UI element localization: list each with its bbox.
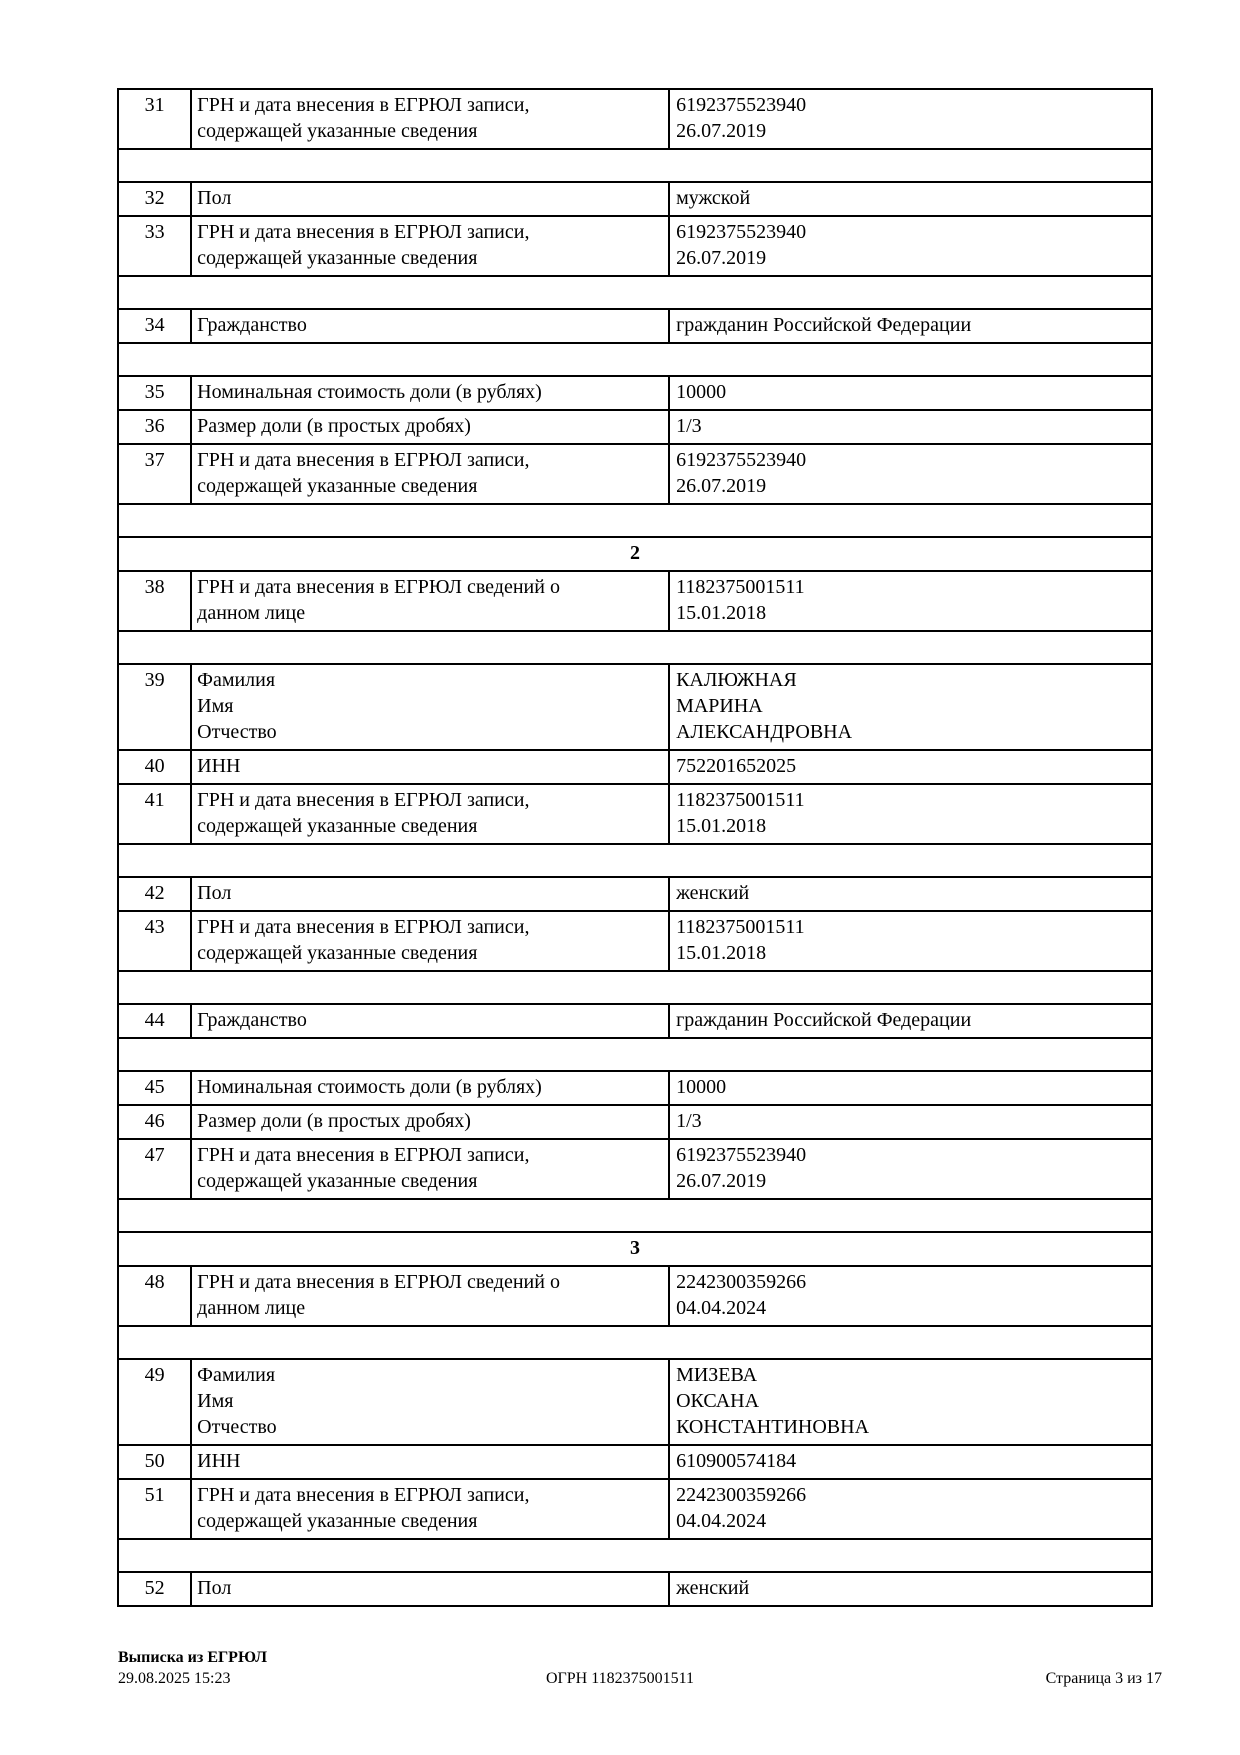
table-row	[118, 877, 1152, 911]
spacer-cell	[118, 149, 1152, 182]
spacer-row	[118, 1199, 1152, 1232]
value-text-line: МИЗЕВА	[676, 1364, 758, 1386]
row-label	[191, 1266, 669, 1326]
footer-ogrn: ОГРН 1182375001511	[545, 1670, 695, 1687]
spacer-row	[118, 343, 1152, 376]
row-label	[191, 1071, 669, 1105]
label-text-line: ГРН и дата внесения в ЕГРЮЛ записи,	[197, 1144, 530, 1166]
row-number: 41	[118, 784, 191, 844]
value-text-line: МАРИНА	[676, 695, 763, 717]
spacer-cell	[118, 1539, 1152, 1572]
row-value	[669, 1445, 1152, 1479]
spacer-row	[118, 276, 1152, 309]
label-text-line: содержащей указанные сведения	[197, 815, 478, 837]
spacer-cell	[118, 844, 1152, 877]
spacer-row	[118, 1326, 1152, 1359]
row-number: 36	[118, 410, 191, 444]
value-text-line: 15.01.2018	[676, 602, 767, 624]
row-label	[191, 1359, 669, 1445]
value-text-line: 610900574184	[676, 1450, 797, 1472]
value-text-line: 2242300359266	[676, 1271, 807, 1293]
row-number: 45	[118, 1071, 191, 1105]
row-number: 40	[118, 750, 191, 784]
table-row	[118, 410, 1152, 444]
value-text-line: гражданин Российской Федерации	[676, 314, 972, 336]
value-text-line: 1/3	[676, 415, 702, 437]
value-text-line: 15.01.2018	[676, 942, 767, 964]
row-value	[669, 1266, 1152, 1326]
section-number: 2	[118, 537, 1152, 571]
label-text-line: Номинальная стоимость доли (в рублях)	[197, 381, 542, 403]
row-value	[669, 571, 1152, 631]
table-row	[118, 911, 1152, 971]
spacer-row	[118, 504, 1152, 537]
table-row	[118, 1105, 1152, 1139]
label-text-line: данном лице	[197, 602, 306, 624]
value-text-line: 1182375001511	[676, 576, 805, 598]
row-label	[191, 376, 669, 410]
label-text-line: Имя	[197, 1390, 234, 1412]
label-text-line: Гражданство	[197, 1009, 307, 1031]
spacer-cell	[118, 1326, 1152, 1359]
spacer-row	[118, 844, 1152, 877]
table-row	[118, 309, 1152, 343]
value-text-line: 1/3	[676, 1110, 702, 1132]
table-row	[118, 1139, 1152, 1199]
row-label	[191, 911, 669, 971]
row-label	[191, 89, 669, 149]
value-text-line: женский	[676, 1577, 750, 1599]
row-label	[191, 1105, 669, 1139]
row-value	[669, 1071, 1152, 1105]
row-value	[669, 877, 1152, 911]
section-header-row	[118, 1232, 1152, 1266]
value-text-line: 6192375523940	[676, 221, 807, 243]
label-text-line: ГРН и дата внесения в ЕГРЮЛ записи,	[197, 1484, 530, 1506]
value-text-line: 752201652025	[676, 755, 797, 777]
label-text-line: ИНН	[197, 1450, 241, 1472]
label-text-line: ГРН и дата внесения в ЕГРЮЛ записи,	[197, 789, 530, 811]
spacer-cell	[118, 1038, 1152, 1071]
label-text-line: содержащей указанные сведения	[197, 1170, 478, 1192]
table-row	[118, 444, 1152, 504]
value-text-line: 26.07.2019	[676, 247, 767, 269]
label-text-line: ГРН и дата внесения в ЕГРЮЛ записи,	[197, 449, 530, 471]
row-number: 37	[118, 444, 191, 504]
label-text-line: Пол	[197, 882, 232, 904]
row-label	[191, 1004, 669, 1038]
label-text-line: Отчество	[197, 721, 277, 743]
value-text-line: 26.07.2019	[676, 120, 767, 142]
row-value	[669, 1004, 1152, 1038]
table-row	[118, 216, 1152, 276]
table-row	[118, 784, 1152, 844]
row-label	[191, 1445, 669, 1479]
row-number: 47	[118, 1139, 191, 1199]
value-text-line: 1182375001511	[676, 916, 805, 938]
label-text-line: Имя	[197, 695, 234, 717]
row-value	[669, 1572, 1152, 1606]
table-row	[118, 182, 1152, 216]
row-number: 35	[118, 376, 191, 410]
row-value	[669, 89, 1152, 149]
label-text-line: Номинальная стоимость доли (в рублях)	[197, 1076, 542, 1098]
row-value	[669, 750, 1152, 784]
label-text-line: ИНН	[197, 755, 241, 777]
table-row	[118, 1071, 1152, 1105]
table-row	[118, 1479, 1152, 1539]
value-text-line: 6192375523940	[676, 1144, 807, 1166]
table-row	[118, 750, 1152, 784]
row-number: 38	[118, 571, 191, 631]
table-row	[118, 571, 1152, 631]
footer-page-number: Страница 3 из 17	[1045, 1670, 1162, 1687]
row-label	[191, 410, 669, 444]
label-text-line: Отчество	[197, 1416, 277, 1438]
label-text-line: Пол	[197, 187, 232, 209]
value-text-line: женский	[676, 882, 750, 904]
row-value	[669, 216, 1152, 276]
row-value	[669, 376, 1152, 410]
table-row	[118, 1359, 1152, 1445]
value-text-line: 26.07.2019	[676, 1170, 767, 1192]
value-text-line: КОНСТАНТИНОВНА	[676, 1416, 870, 1438]
spacer-cell	[118, 631, 1152, 664]
row-label	[191, 571, 669, 631]
row-value	[669, 309, 1152, 343]
spacer-row	[118, 631, 1152, 664]
spacer-row	[118, 149, 1152, 182]
row-value	[669, 182, 1152, 216]
value-text-line: АЛЕКСАНДРОВНА	[676, 721, 853, 743]
row-number: 49	[118, 1359, 191, 1445]
value-text-line: КАЛЮЖНАЯ	[676, 669, 797, 691]
table-row	[118, 664, 1152, 750]
label-text-line: Пол	[197, 1577, 232, 1599]
value-text-line: 6192375523940	[676, 94, 807, 116]
row-value	[669, 1105, 1152, 1139]
label-text-line: содержащей указанные сведения	[197, 475, 478, 497]
row-label	[191, 664, 669, 750]
value-text-line: 10000	[676, 1076, 727, 1098]
row-number: 50	[118, 1445, 191, 1479]
label-text-line: Фамилия	[197, 669, 276, 691]
footer-doc-title: Выписка из ЕГРЮЛ	[118, 1649, 268, 1666]
label-text-line: ГРН и дата внесения в ЕГРЮЛ записи,	[197, 916, 530, 938]
label-text-line: Размер доли (в простых дробях)	[197, 1110, 471, 1132]
value-text-line: 10000	[676, 381, 727, 403]
value-text-line: 04.04.2024	[676, 1510, 767, 1532]
row-number: 43	[118, 911, 191, 971]
label-text-line: содержащей указанные сведения	[197, 120, 478, 142]
label-text-line: Размер доли (в простых дробях)	[197, 415, 471, 437]
row-label	[191, 216, 669, 276]
label-text-line: данном лице	[197, 1297, 306, 1319]
row-label	[191, 1572, 669, 1606]
footer-datetime: 29.08.2025 15:23	[118, 1670, 231, 1687]
table-row	[118, 1004, 1152, 1038]
spacer-cell	[118, 504, 1152, 537]
row-label	[191, 750, 669, 784]
row-value	[669, 444, 1152, 504]
row-label	[191, 1479, 669, 1539]
row-value	[669, 911, 1152, 971]
row-value	[669, 1359, 1152, 1445]
egrul-extract-table	[117, 88, 1153, 1607]
value-text-line: ОКСАНА	[676, 1390, 760, 1412]
value-text-line: гражданин Российской Федерации	[676, 1009, 972, 1031]
row-number: 32	[118, 182, 191, 216]
spacer-cell	[118, 276, 1152, 309]
row-value	[669, 410, 1152, 444]
spacer-cell	[118, 343, 1152, 376]
row-label	[191, 877, 669, 911]
label-text-line: содержащей указанные сведения	[197, 1510, 478, 1532]
section-header-row	[118, 537, 1152, 571]
spacer-row	[118, 1038, 1152, 1071]
table-row	[118, 1266, 1152, 1326]
value-text-line: 2242300359266	[676, 1484, 807, 1506]
row-label	[191, 182, 669, 216]
value-text-line: 1182375001511	[676, 789, 805, 811]
value-text-line: мужской	[676, 187, 751, 209]
label-text-line: Фамилия	[197, 1364, 276, 1386]
value-text-line: 15.01.2018	[676, 815, 767, 837]
row-label	[191, 784, 669, 844]
row-number: 52	[118, 1572, 191, 1606]
row-number: 31	[118, 89, 191, 149]
table-row	[118, 1572, 1152, 1606]
row-value	[669, 1479, 1152, 1539]
table-row	[118, 89, 1152, 149]
label-text-line: Гражданство	[197, 314, 307, 336]
row-number: 51	[118, 1479, 191, 1539]
value-text-line: 04.04.2024	[676, 1297, 767, 1319]
label-text-line: ГРН и дата внесения в ЕГРЮЛ сведений о	[197, 576, 560, 598]
row-number: 46	[118, 1105, 191, 1139]
spacer-cell	[118, 1199, 1152, 1232]
row-label	[191, 309, 669, 343]
row-label	[191, 444, 669, 504]
label-text-line: ГРН и дата внесения в ЕГРЮЛ записи,	[197, 221, 530, 243]
spacer-cell	[118, 971, 1152, 1004]
row-value	[669, 1139, 1152, 1199]
row-number: 44	[118, 1004, 191, 1038]
section-number: 3	[118, 1232, 1152, 1266]
row-label	[191, 1139, 669, 1199]
row-number: 48	[118, 1266, 191, 1326]
label-text-line: ГРН и дата внесения в ЕГРЮЛ сведений о	[197, 1271, 560, 1293]
spacer-row	[118, 1539, 1152, 1572]
label-text-line: ГРН и дата внесения в ЕГРЮЛ записи,	[197, 94, 530, 116]
value-text-line: 6192375523940	[676, 449, 807, 471]
row-number: 39	[118, 664, 191, 750]
row-number: 33	[118, 216, 191, 276]
value-text-line: 26.07.2019	[676, 475, 767, 497]
label-text-line: содержащей указанные сведения	[197, 942, 478, 964]
row-value	[669, 784, 1152, 844]
table-row	[118, 1445, 1152, 1479]
row-value	[669, 664, 1152, 750]
spacer-row	[118, 971, 1152, 1004]
table-row	[118, 376, 1152, 410]
label-text-line: содержащей указанные сведения	[197, 247, 478, 269]
row-number: 42	[118, 877, 191, 911]
row-number: 34	[118, 309, 191, 343]
